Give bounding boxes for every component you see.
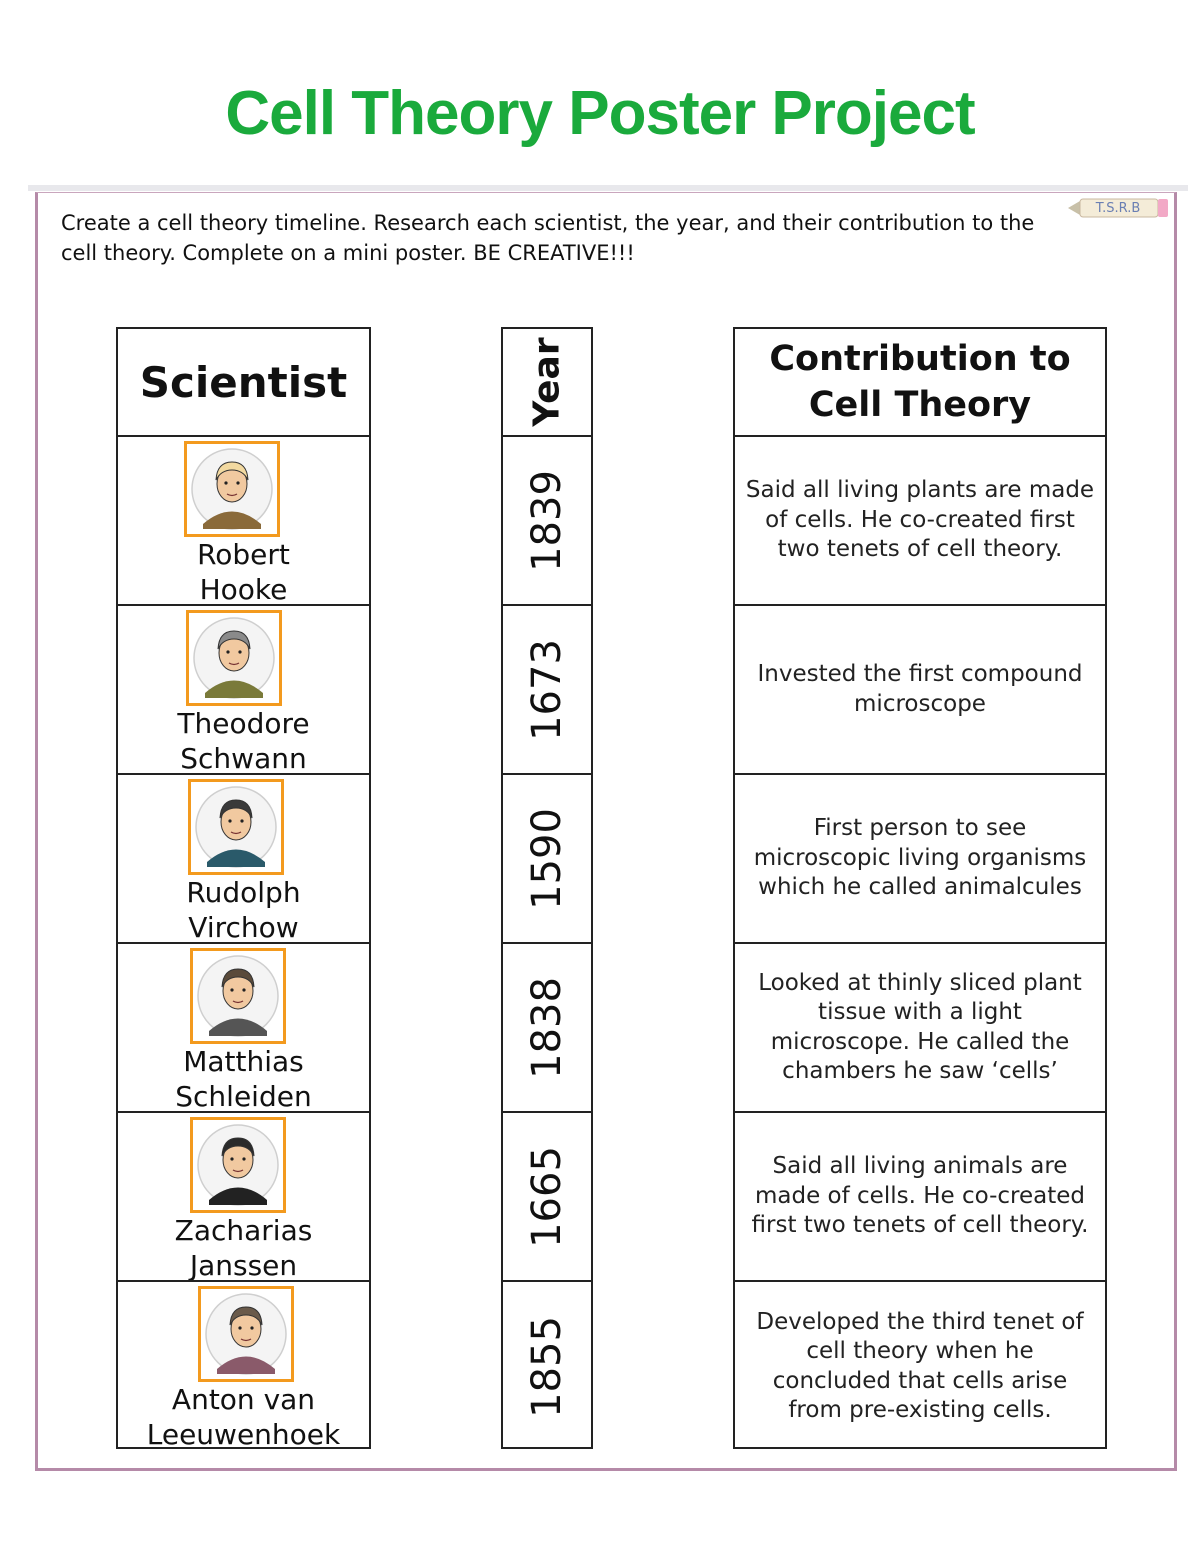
scientist-row (118, 437, 369, 606)
year-row (503, 775, 591, 944)
year-row (503, 1113, 591, 1282)
header-divider (28, 185, 1188, 191)
year-header: Year (526, 337, 568, 427)
scientist-row (118, 944, 369, 1113)
scientist-first-name: Anton van (171, 1383, 316, 1416)
portrait-icon (184, 441, 280, 537)
portrait-icon (188, 779, 284, 875)
contribution-text: Invested the first compound microscope (757, 661, 1083, 717)
scientist-name (118, 537, 369, 606)
portrait-icon (198, 1286, 294, 1382)
year-row (503, 944, 591, 1113)
contribution-row (735, 944, 1105, 1113)
scientist-first-name: Rudolph (186, 876, 301, 909)
instructions-text: Create a cell theory timeline. Research each scientist, the year, and their contribution to the cell theory. Complete on a mini poster. BE CREATIVE!!! (61, 211, 1035, 265)
year-value: 1838 (524, 976, 570, 1079)
scientist-first-name: Theodore (177, 707, 310, 740)
tsrb-logo (1068, 194, 1172, 222)
contribution-row (735, 1113, 1105, 1282)
year-value: 1590 (524, 807, 570, 910)
contribution-header (735, 329, 1105, 435)
portrait-icon (190, 1117, 286, 1213)
contribution-header-line2: Cell Theory (808, 385, 1032, 425)
contribution-header-cell (735, 329, 1105, 437)
scientist-name (118, 1044, 369, 1113)
contribution-row (735, 775, 1105, 944)
scientist-last-name: Virchow (188, 911, 299, 944)
contribution-text: Said all living plants are made of cells. He co-created first two tenets of cell theory. (745, 477, 1095, 563)
year-value: 1839 (524, 469, 570, 572)
contribution-text: First person to see microscopic living organisms which he called animalcules (753, 815, 1087, 901)
scientist-column (116, 327, 371, 1449)
scientist-name (118, 875, 369, 944)
scientist-name (118, 706, 369, 775)
year-value: 1673 (524, 638, 570, 741)
scientist-first-name: Zacharias (174, 1214, 313, 1247)
year-row (503, 437, 591, 606)
scientist-first-name: Robert (197, 538, 290, 571)
year-column (501, 327, 593, 1449)
scientist-last-name: Hooke (199, 573, 288, 606)
logo-text: T.S.R.B (1095, 201, 1141, 216)
contribution-row (735, 606, 1105, 775)
year-value: 1665 (524, 1145, 570, 1248)
year-row (503, 1282, 591, 1451)
portrait-icon (186, 610, 282, 706)
year-value: 1855 (524, 1315, 570, 1418)
contribution-row (735, 1282, 1105, 1451)
scientist-row (118, 1113, 369, 1282)
scientist-row (118, 1282, 369, 1451)
scientist-header-cell (118, 329, 369, 437)
contribution-text: Looked at thinly sliced plant tissue with a light microscope. He called the chambers he saw ‘cells’ (758, 969, 1082, 1084)
contribution-text: Developed the third tenet of cell theory when he concluded that cells arise from pre-existing cells. (756, 1308, 1084, 1423)
page-title: Cell Theory Poster Project (225, 79, 975, 148)
portrait-icon (190, 948, 286, 1044)
scientist-last-name: Janssen (189, 1249, 298, 1282)
contribution-column (733, 327, 1107, 1449)
scientist-row (118, 606, 369, 775)
scientist-last-name: Leeuwenhoek (146, 1418, 341, 1451)
year-row (503, 606, 591, 775)
year-header-cell (503, 329, 591, 437)
scientist-name (118, 1213, 369, 1282)
scientist-last-name: Schwann (180, 742, 307, 775)
contribution-row (735, 437, 1105, 606)
scientist-first-name: Matthias (183, 1045, 304, 1078)
scientist-header: Scientist (139, 357, 348, 407)
scientist-name (118, 1382, 369, 1451)
contribution-text: Said all living animals are made of cells. He co-created first two tenets of cell theory. (751, 1153, 1089, 1239)
scientist-last-name: Schleiden (175, 1080, 312, 1113)
contribution-header-line1: Contribution to (769, 339, 1071, 379)
scientist-row (118, 775, 369, 944)
